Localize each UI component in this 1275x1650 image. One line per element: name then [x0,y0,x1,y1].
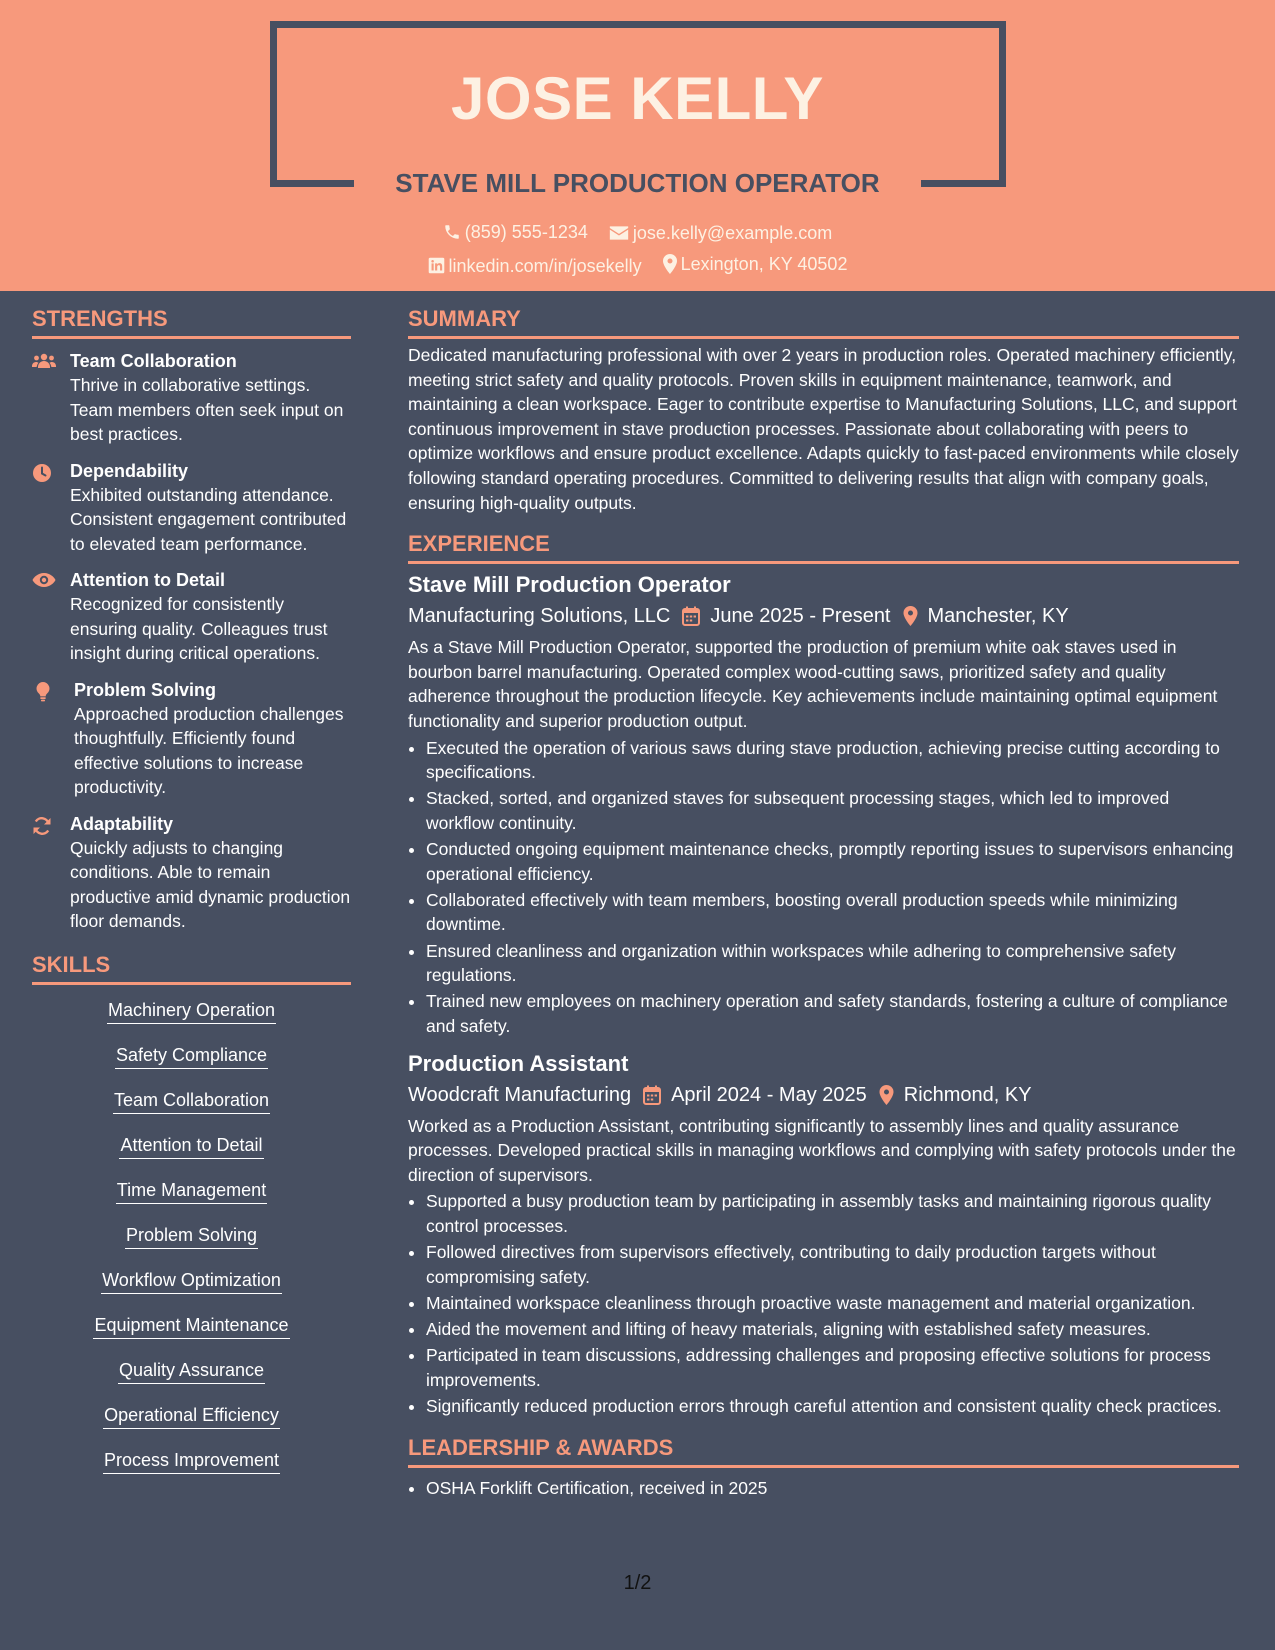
experience-heading: EXPERIENCE [408,529,1239,564]
contact-email[interactable] [609,221,832,245]
skill-item: Workflow Optimization [101,1267,282,1294]
job-location: Richmond, KY [903,1083,1032,1106]
strength-item [32,812,351,934]
strength-desc: Recognized for consistently ensuring quality. Colleagues trust insight during critical operations. [70,594,328,663]
skill-item: Machinery Operation [107,997,276,1024]
bullet-item: • Aided the movement and lifting of heavy materials, aligning with established safety measures. [426,1317,1239,1342]
bullet-item: • Maintained workspace cleanliness through proactive waste management and material organization. [426,1291,1239,1316]
bullet-item: • Executed the operation of various saws during stave production, achieving precise cutting according to specifications. [426,736,1239,785]
bullet-item: • Stacked, sorted, and organized staves for subsequent processing stages, which led to improved workflow continuity. [426,786,1239,835]
map-pin-icon [663,254,677,274]
bullet-item: • Supported a busy production team by participating in assembly tasks and maintaining rigorous quality control processes. [426,1189,1239,1238]
calendar-icon [643,1085,661,1105]
location-text: Lexington, KY 40502 [680,254,848,274]
job-title: Production Assistant [408,1050,629,1076]
page-number: 1/2 [623,1572,652,1594]
job-meta [408,601,1239,631]
skill-item: Operational Efficiency [103,1402,280,1429]
job-title-heading: STAVE MILL PRODUCTION OPERATOR [395,168,880,198]
strength-name: Problem Solving [74,679,217,700]
lightbulb-icon [36,682,50,702]
bullet-item: • Followed directives from supervisors effectively, contributing to daily production targets without compromising safety. [426,1240,1239,1289]
contact-row-1 [0,220,1275,247]
candidate-name: JOSE KELLY [451,65,824,132]
strength-desc: Exhibited outstanding attendance. Consistent engagement contributed to elevated team performance. [70,484,347,554]
skill-item: Attention to Detail [119,1132,263,1159]
strength-item [32,349,351,447]
strength-name: Adaptability [70,813,174,834]
job-entry [408,570,1239,1038]
bullet-item: • Conducted ongoing equipment maintenance checks, promptly reporting issues to supervisors enhancing operational efficiency. [426,837,1239,886]
summary-heading: SUMMARY [408,304,1239,339]
job-dates: June 2025 - Present [710,605,891,628]
strength-desc: Thrive in collaborative settings. Team members often seek input on best practices. [70,375,344,444]
right-column [408,304,1239,1502]
job-description: As a Stave Mill Production Operator, supported the production of premium white oak staves used in bourbon barrel manufacturing. Operated complex wood-cutting saws, prioritized safety and quality adherence throughout the production lifecycle. Key achievements include maintaining optimal equipment functionality and superior production output. [408,637,1218,731]
job-meta [408,1080,1239,1110]
envelope-icon [609,225,629,241]
award-item: • OSHA Forklift Certification, received in 2025 [426,1476,1239,1501]
bullet-item: • Trained new employees on machinery operation and safety standards, fostering a culture of compliance and safety. [426,989,1239,1038]
contact-linkedin[interactable] [428,254,642,278]
strength-item [32,678,351,800]
strength-desc: Approached production challenges thoughtfully. Efficiently found effective solutions to increase productivity. [74,703,344,797]
job-location: Manchester, KY [927,605,1069,628]
email-text: jose.kelly@example.com [632,223,833,243]
skills-list [32,997,351,1492]
contact-location [663,252,848,276]
job-bullets [408,1189,1239,1418]
strength-desc: Quickly adjusts to changing conditions. Able to remain productive amid dynamic production floor demands. [70,837,351,931]
skill-item: Safety Compliance [115,1042,268,1069]
refresh-icon [32,816,52,836]
strength-item [32,568,351,666]
phone-text: (859) 555-1234 [464,222,588,242]
map-pin-icon [903,606,918,626]
skill-item: Quality Assurance [118,1357,265,1384]
strength-name: Attention to Detail [70,570,225,590]
job-bullets [408,736,1239,1039]
summary-text: Dedicated manufacturing professional with over 2 years in production roles. Operated machinery efficiently, meeting strict safety and quality protocols. Proven skills in equipment maintenance, teamwork, and maintaining a clean workspace. Eager to contribute expertise to Manufacturing Solutions, LLC, and support continuous improvement in stave production processes. Passionate about collaborating with peers to optimize workflows and ensure product excellence. Adapts quickly to fast-paced environments while closely following standard operating procedures. Committed to delivering results that align with company goals, ensuring high-quality outputs. [408,345,1239,513]
linkedin-icon [428,257,445,274]
strength-name: Dependability [70,460,189,481]
strength-item [32,459,351,557]
left-column [32,304,351,1492]
eye-icon [32,572,56,588]
strengths-list [32,349,351,934]
contact-phone[interactable] [443,220,588,244]
job-dates: April 2024 - May 2025 [671,1083,867,1106]
bullet-item: • Participated in team discussions, addressing challenges and proposing effective solutions for process improvements. [426,1343,1239,1392]
job-title: Stave Mill Production Operator [408,572,731,598]
skill-item: Process Improvement [103,1447,280,1474]
bullet-item: • Significantly reduced production errors through careful attention and consistent quality check practices. [426,1394,1239,1419]
job-company: Woodcraft Manufacturing [408,1083,632,1106]
bullet-item: • Ensured cleanliness and organization within workspaces while adhering to comprehensive safety regulations. [426,939,1239,988]
calendar-icon [682,606,700,626]
bullet-item: • Collaborated effectively with team members, boosting overall production speeds while minimizing downtime. [426,888,1239,937]
skill-item: Equipment Maintenance [93,1312,289,1339]
skill-item: Time Management [116,1177,267,1204]
contact-row-2 [0,252,1275,280]
users-icon [32,353,56,369]
clock-icon [32,463,52,483]
job-entry [408,1049,1239,1419]
resume-header [0,0,1275,291]
awards-heading: LEADERSHIP & AWARDS [408,1433,1239,1468]
skills-heading: SKILLS [32,950,351,985]
phone-icon [443,223,461,241]
skill-item: Problem Solving [125,1222,258,1249]
linkedin-text: linkedin.com/in/josekelly [448,255,642,276]
awards-list [408,1476,1239,1501]
strength-name: Team Collaboration [70,351,237,371]
map-pin-icon [879,1085,894,1105]
job-description: Worked as a Production Assistant, contributing significantly to assembly lines and quality assurance processes. Developed practical skills in managing workflows and complying with safety protocols under the direction of supervisors. [408,1115,1236,1185]
strengths-heading: STRENGTHS [32,304,351,339]
job-company: Manufacturing Solutions, LLC [408,605,671,628]
skill-item: Team Collaboration [113,1087,270,1114]
